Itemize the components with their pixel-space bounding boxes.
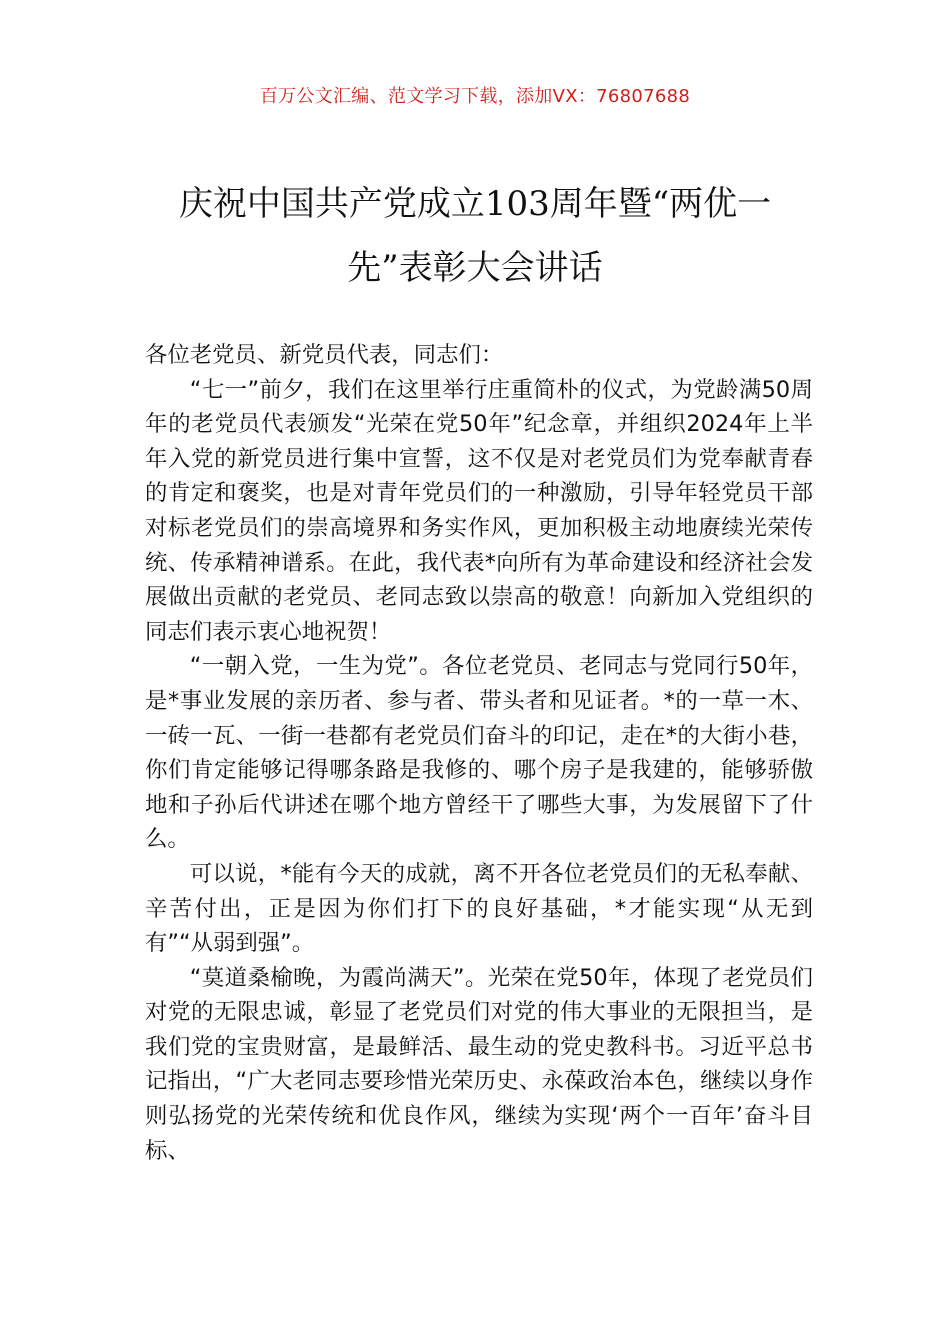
document-title: [140, 172, 810, 300]
title-line-1: 庆祝中国共产党成立103周年暨“两优一: [178, 184, 772, 224]
header-contact-note: 百万公文汇编、范文学习下载，添加VX：76807688: [259, 86, 691, 107]
paragraph-4: “莫道桑榆晚，为霞尚满天”。光荣在党50年，体现了老党员们对党的无限忠诚，彰显了老党员们对党的伟大事业的无限担当，是我们党的宝贵财富，是最鲜活、最生动的党史教科书。习近平总书记指出，“广大老同志要珍惜光荣历史、永葆政治本色，继续以身作则弘扬党的光荣传统和优良作风，继续为实现‘两个一百年’奋斗目标、: [145, 964, 813, 1164]
document-body: [145, 338, 813, 1168]
paragraph-1: “七一”前夕，我们在这里举行庄重简朴的仪式，为党龄满50周年的老党员代表颁发“光荣在党50年”纪念章，并组织2024年上半年入党的新党员进行集中宣誓，这不仅是对老党员们为党奉献青春的肯定和褒奖，也是对青年党员们的一种激励，引导年轻党员干部对标老党员们的崇高境界和务实作风，更加积极主动地赓续光荣传统、传承精神谱系。在此，我代表*向所有为革命建设和经济社会发展做出贡献的老党员、老同志致以崇高的敬意！向新加入党组织的同志们表示衷心地祝贺！: [145, 376, 813, 645]
salutation: 各位老党员、新党员代表，同志们：: [145, 342, 504, 368]
paragraph-3: 可以说，*能有今天的成就，离不开各位老党员们的无私奉献、辛苦付出，正是因为你们打下的良好基础，*才能实现“从无到有”“从弱到强”。: [145, 860, 813, 957]
paragraph-2: “一朝入党，一生为党”。各位老党员、老同志与党同行50年，是*事业发展的亲历者、参与者、带头者和见证者。*的一草一木、一砖一瓦、一街一巷都有老党员们奋斗的印记，走在*的大街小巷，你们肯定能够记得哪条路是我修的、哪个房子是我建的，能够骄傲地和子孙后代讲述在哪个地方曾经干了哪些大事，为发展留下了什么。: [145, 653, 813, 853]
title-line-2: 先”表彰大会讲话: [347, 248, 603, 288]
